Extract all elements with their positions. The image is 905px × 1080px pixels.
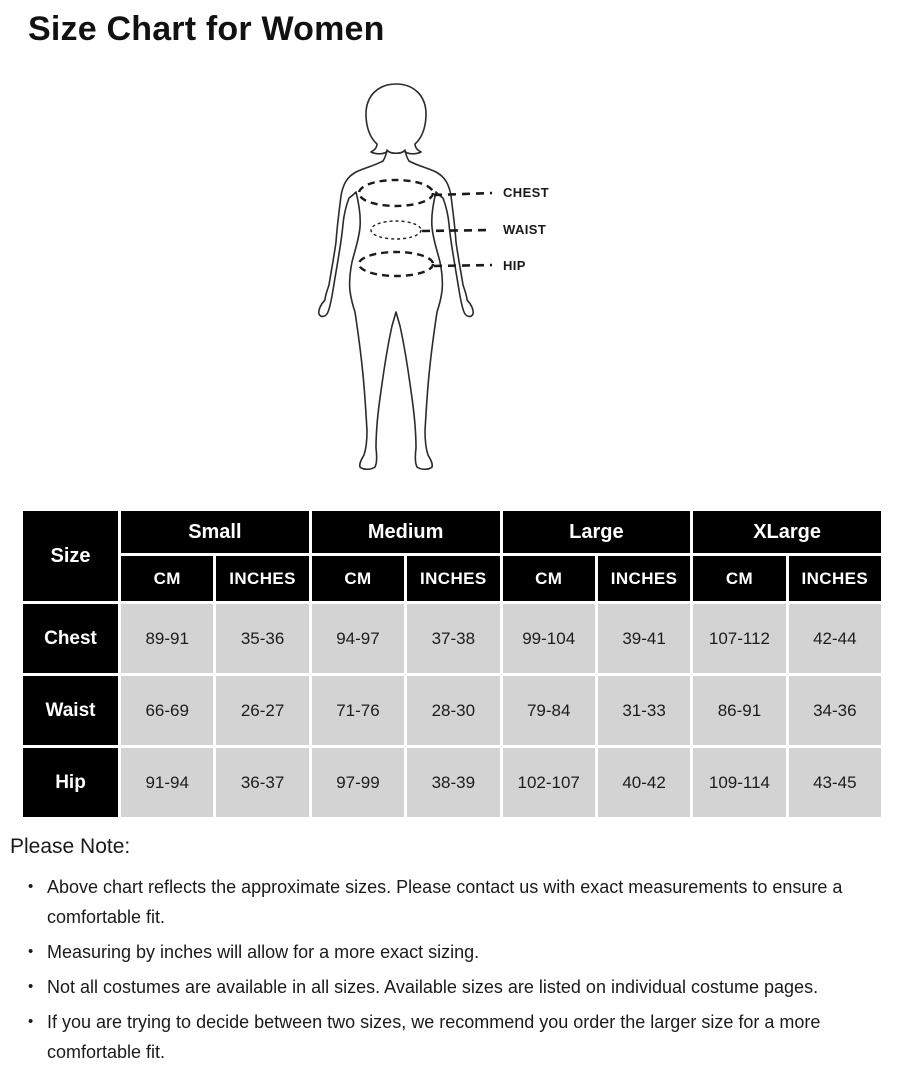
table-row-hip: [23, 748, 881, 817]
notes-heading: Please Note:: [10, 835, 131, 858]
group-header-small: Small: [121, 511, 309, 553]
unit-header-large-cm: CM: [503, 556, 595, 601]
page-title: Size Chart for Women: [28, 10, 385, 48]
cell-chest-small-cm: 89-91: [121, 604, 213, 673]
size-table: [20, 508, 884, 820]
unit-header-small-inches: INCHES: [216, 556, 308, 601]
bullet-icon: •: [28, 943, 34, 960]
note-text: If you are trying to decide between two sizes, we recommend you order the larger size for a more comfortable fit.: [47, 1012, 821, 1062]
group-header-medium: Medium: [312, 511, 500, 553]
cell-hip-large-cm: 102-107: [503, 748, 595, 817]
cell-waist-xlarge-cm: 86-91: [693, 676, 785, 745]
body-measurement-diagram: [300, 82, 500, 482]
size-corner-header: Size: [23, 511, 118, 601]
cell-chest-xlarge-inches: 42-44: [789, 604, 881, 673]
body-outline: [319, 150, 473, 469]
cell-waist-small-inches: 26-27: [216, 676, 308, 745]
hip-label: HIP: [503, 258, 526, 273]
table-header-row-units: [23, 556, 881, 601]
waist-label: WAIST: [503, 222, 547, 237]
hip-leader-line: [434, 265, 492, 266]
cell-chest-medium-cm: 94-97: [312, 604, 404, 673]
unit-header-large-inches: INCHES: [598, 556, 690, 601]
cell-waist-large-cm: 79-84: [503, 676, 595, 745]
cell-waist-small-cm: 66-69: [121, 676, 213, 745]
cell-chest-medium-inches: 37-38: [407, 604, 499, 673]
note-item: [10, 972, 855, 1002]
table-header-row-groups: [23, 511, 881, 553]
row-label-hip: Hip: [23, 748, 118, 817]
unit-header-medium-cm: CM: [312, 556, 404, 601]
cell-hip-medium-inches: 38-39: [407, 748, 499, 817]
group-header-xlarge: XLarge: [693, 511, 881, 553]
cell-waist-medium-inches: 28-30: [407, 676, 499, 745]
cell-chest-xlarge-cm: 107-112: [693, 604, 785, 673]
note-item: [10, 937, 855, 967]
cell-chest-large-inches: 39-41: [598, 604, 690, 673]
note-item: [10, 872, 855, 932]
table-row-chest: [23, 604, 881, 673]
group-header-large: Large: [503, 511, 691, 553]
table-row-waist: [23, 676, 881, 745]
cell-hip-medium-cm: 97-99: [312, 748, 404, 817]
bullet-icon: •: [28, 878, 34, 895]
cell-waist-medium-cm: 71-76: [312, 676, 404, 745]
bullet-icon: •: [28, 978, 34, 995]
notes-section: [10, 834, 855, 1072]
chest-measure-ellipse: [359, 180, 433, 206]
unit-header-medium-inches: INCHES: [407, 556, 499, 601]
hip-measure-ellipse: [359, 252, 433, 276]
waist-measure-ellipse: [371, 221, 421, 239]
cell-chest-small-inches: 35-36: [216, 604, 308, 673]
note-text: Above chart reflects the approximate sizes. Please contact us with exact measurements to ensure a comfortable fit.: [47, 877, 843, 927]
cell-hip-xlarge-inches: 43-45: [789, 748, 881, 817]
unit-header-xlarge-cm: CM: [693, 556, 785, 601]
cell-hip-small-cm: 91-94: [121, 748, 213, 817]
row-label-chest: Chest: [23, 604, 118, 673]
note-text: Not all costumes are available in all sizes. Available sizes are listed on individual costume pages.: [47, 977, 819, 997]
unit-header-xlarge-inches: INCHES: [789, 556, 881, 601]
row-label-waist: Waist: [23, 676, 118, 745]
cell-hip-large-inches: 40-42: [598, 748, 690, 817]
bullet-icon: •: [28, 1013, 34, 1030]
cell-hip-xlarge-cm: 109-114: [693, 748, 785, 817]
cell-hip-small-inches: 36-37: [216, 748, 308, 817]
head-outline: [366, 84, 426, 154]
cell-chest-large-cm: 99-104: [503, 604, 595, 673]
unit-header-small-cm: CM: [121, 556, 213, 601]
chest-label: CHEST: [503, 185, 550, 200]
cell-waist-large-inches: 31-33: [598, 676, 690, 745]
cell-waist-xlarge-inches: 34-36: [789, 676, 881, 745]
note-text: Measuring by inches will allow for a more exact sizing.: [47, 942, 480, 962]
note-item: [10, 1007, 855, 1067]
chest-leader-line: [434, 193, 492, 195]
